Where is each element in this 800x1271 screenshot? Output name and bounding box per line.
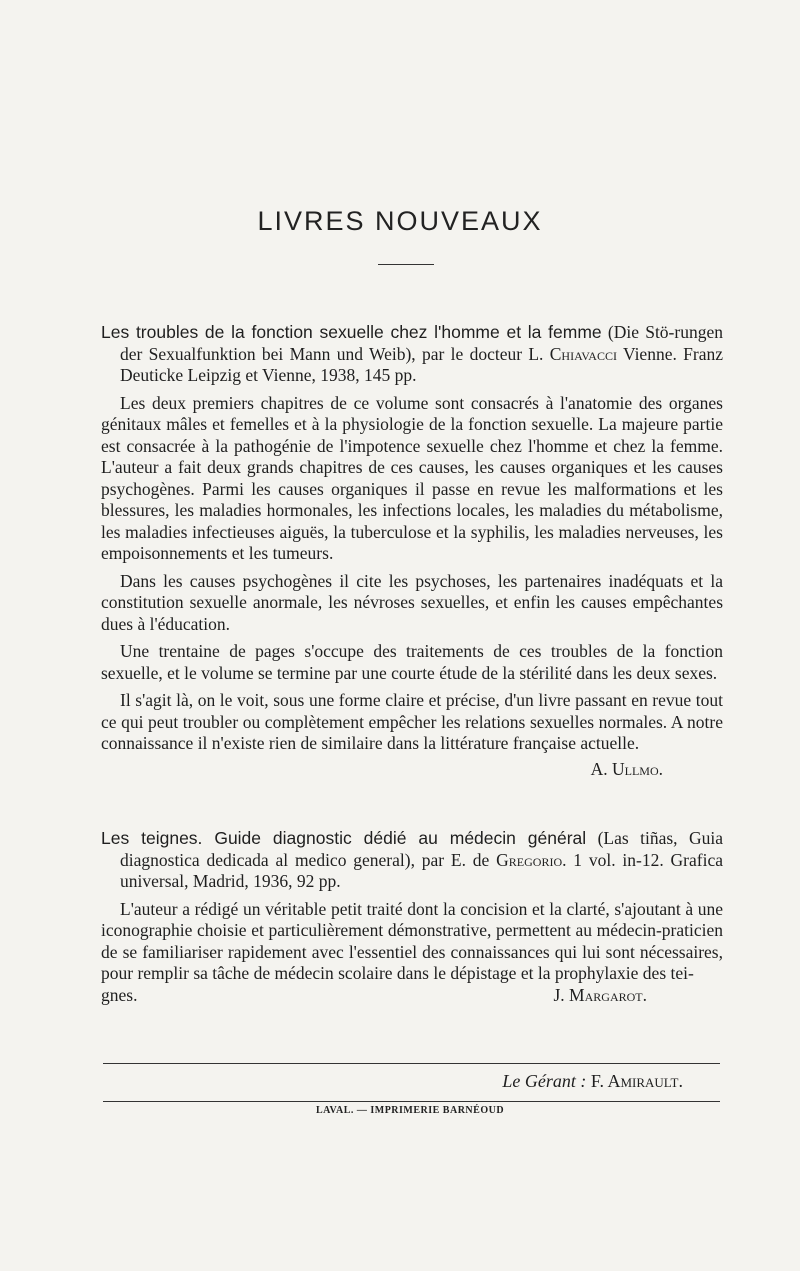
review-1-ref-a: (Die Stö-rungen der Sexualfunktion bei Mann und Weib), par le docteur L. — [120, 322, 723, 364]
footer-rule-bottom — [103, 1101, 720, 1102]
review-1-paragraph-1: Les deux premiers chapitres de ce volume sont consacrés à l'anatomie des organes génitaux mâles et femelles et à la physiologie de la fonction sexuelle. La majeure partie est consacrée à la pathogénie de l'impotence sexuelle chez l'homme et chez la femme. L'auteur a fait deux grands chapitres de ces causes, les causes organiques et les causes psychogènes. Parmi les causes organiques il passe en revue les malformations et les blessures, les maladies hormonales, les infections locales, les maladies du métabolisme, les maladies infectieuses aiguës, la tuberculose et la syphilis, les maladies nerveuses, les empoisonnements et les tumeurs. — [101, 392, 723, 563]
page-title: LIVRES NOUVEAUX — [257, 206, 543, 236]
review-2-heading: Les teignes. Guide diagnostic dédié au médecin général — [101, 828, 587, 848]
imprint: LAVAL. — IMPRIMERIE BARNÉOUD — [315, 1105, 505, 1116]
review-2-last-line — [101, 985, 723, 1007]
review-2-signature: J. Margarot. — [553, 984, 647, 1005]
review-1-paragraph-4: Il s'agit là, on le voit, sous une forme claire et précise, d'un livre passant en revue tout ce qui peut troubler ou complètement empêcher les relations sexuelles normales. A notre connaissance il n'existe rien de similaire dans la littérature française actuelle. — [101, 690, 723, 753]
review-2 — [101, 828, 723, 1006]
review-1-paragraph-3: Une trentaine de pages s'occupe des traitements de ces troubles de la fonction sexuelle, et le volume se termine par une courte étude de la stérilité dans les deux sexes. — [101, 641, 723, 683]
review-2-author: Gregorio — [496, 849, 563, 870]
review-1-ref-b: Vienne. Franz Deuticke Leipzig et Vienne, 1938, 145 pp. — [120, 343, 723, 385]
review-1-heading: Les troubles de la fonction sexuelle chez l'homme et la femme — [101, 322, 602, 342]
gerant-name: F. Amirault. — [590, 1071, 683, 1091]
review-2-paragraph: L'auteur a rédigé un véritable petit traité dont la concision et la clarté, s'ajoutant à une iconographie choisie et particulièrement démonstrative, permettent au médecin-praticien de se familiariser rapidement avec l'essentiel des connaissances qui lui sont nécessaires, pour remplir sa tâche de médecin scolaire dans le dépistage et la prophylaxie des tei- — [101, 898, 723, 983]
review-1-reference — [101, 322, 723, 387]
title-divider — [378, 264, 434, 265]
review-2-ref-b: . 1 vol. in-12. Grafica universal, Madrid, 1936, 92 pp. — [120, 849, 724, 891]
footer-rule-top — [103, 1063, 720, 1064]
gerant-label: Le Gérant : — [502, 1071, 587, 1091]
review-1 — [101, 322, 723, 780]
gerant-line — [103, 1071, 683, 1092]
review-2-last-word: gnes. — [101, 984, 138, 1005]
review-1-paragraph-2: Dans les causes psychogènes il cite les psychoses, les partenaires inadéquats et la constitution sexuelle anormale, les névroses sexuelles, et enfin les causes empêchantes dues à l'éducation. — [101, 570, 723, 634]
review-1-author: Chiavacci — [549, 343, 617, 364]
review-1-signature: A. Ullmo. — [590, 758, 663, 779]
review-2-reference — [101, 828, 723, 893]
review-2-ref-a: (Las tiñas, Guia diagnostica dedicada al medico general), par E. de — [120, 828, 723, 870]
